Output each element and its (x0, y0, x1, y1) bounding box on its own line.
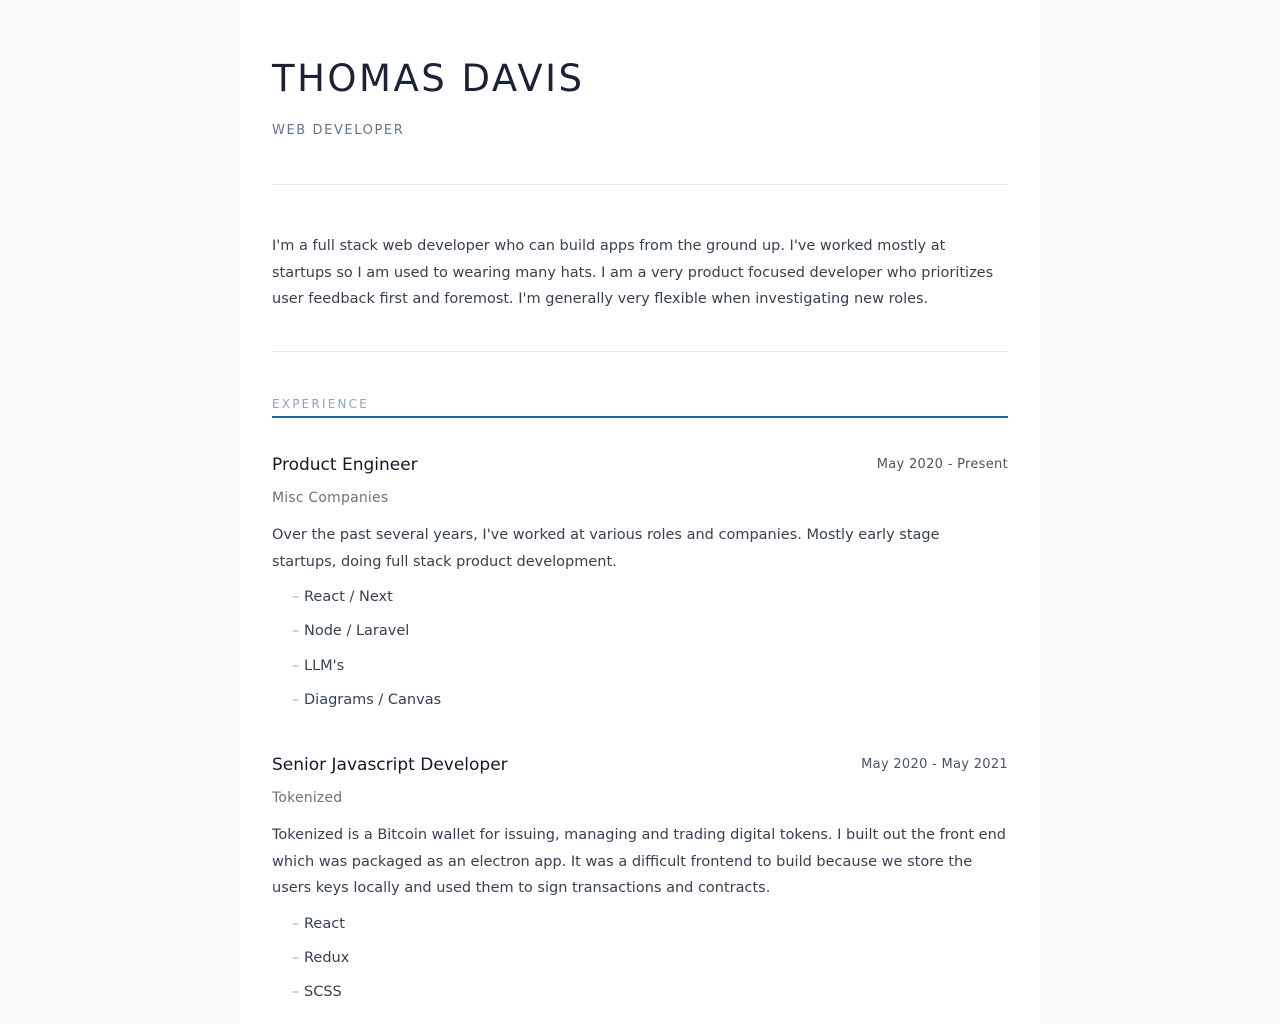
skill-label: Node / Laravel (304, 623, 410, 640)
skill-item (292, 585, 1008, 619)
skill-item (292, 912, 1008, 946)
dash-icon: – (292, 657, 300, 674)
job-title: Senior Javascript Developer (272, 755, 508, 775)
dash-icon: – (292, 589, 300, 605)
job-dates: May 2020 - Present (876, 457, 1008, 472)
job-dates: May 2020 - May 2021 (861, 757, 1008, 772)
job-entry (272, 752, 1008, 1015)
job-description: Tokenized is a Bitcoin wallet for issuing, managing and trading digital tokens. I built out the front end which was packaged as an electron app. It was a difficult frontend to build because we store the users keys locally and used them to sign transactions and contracts. (272, 827, 1006, 896)
job-entry (272, 452, 1008, 723)
job-company: Tokenized (272, 790, 343, 806)
skill-item (292, 619, 1008, 653)
dash-icon: – (292, 623, 300, 640)
dash-icon: – (292, 949, 300, 966)
skill-label: React / Next (304, 589, 393, 605)
job-skills-list (272, 912, 1008, 1015)
dash-icon: – (292, 915, 300, 932)
summary-divider (272, 351, 1008, 352)
experience-section-header (272, 393, 1008, 418)
job-company: Misc Companies (272, 490, 389, 506)
resume-role: WEB DEVELOPER (272, 123, 405, 138)
dash-icon: – (292, 692, 300, 709)
job-title: Product Engineer (272, 455, 418, 475)
skill-label: React (304, 915, 345, 932)
job-description: Over the past several years, I've worked at various roles and companies. Mostly early stage startups, doing full stack product development. (272, 527, 940, 570)
skill-label: LLM's (304, 657, 345, 674)
dash-icon: – (292, 984, 300, 1001)
skill-item (292, 946, 1008, 980)
resume-page (240, 0, 1040, 1024)
skill-label: Diagrams / Canvas (304, 692, 442, 709)
experience-section-title: EXPERIENCE (272, 397, 370, 411)
skill-item (292, 980, 1008, 1014)
skill-item (292, 688, 1008, 722)
job-skills-list (272, 585, 1008, 723)
summary-text: I'm a full stack web developer who can build apps from the ground up. I've worked mostly at startups so I am used to wearing many hats. I am a very product focused developer who prioritizes user feedback first and foremost. I'm generally very flexible when investigating new roles. (272, 238, 994, 307)
resume-name: THOMAS DAVIS (272, 57, 585, 100)
skill-item (292, 654, 1008, 688)
skill-label: Redux (304, 949, 350, 966)
skill-label: SCSS (304, 984, 342, 1001)
header-divider (272, 184, 1008, 185)
